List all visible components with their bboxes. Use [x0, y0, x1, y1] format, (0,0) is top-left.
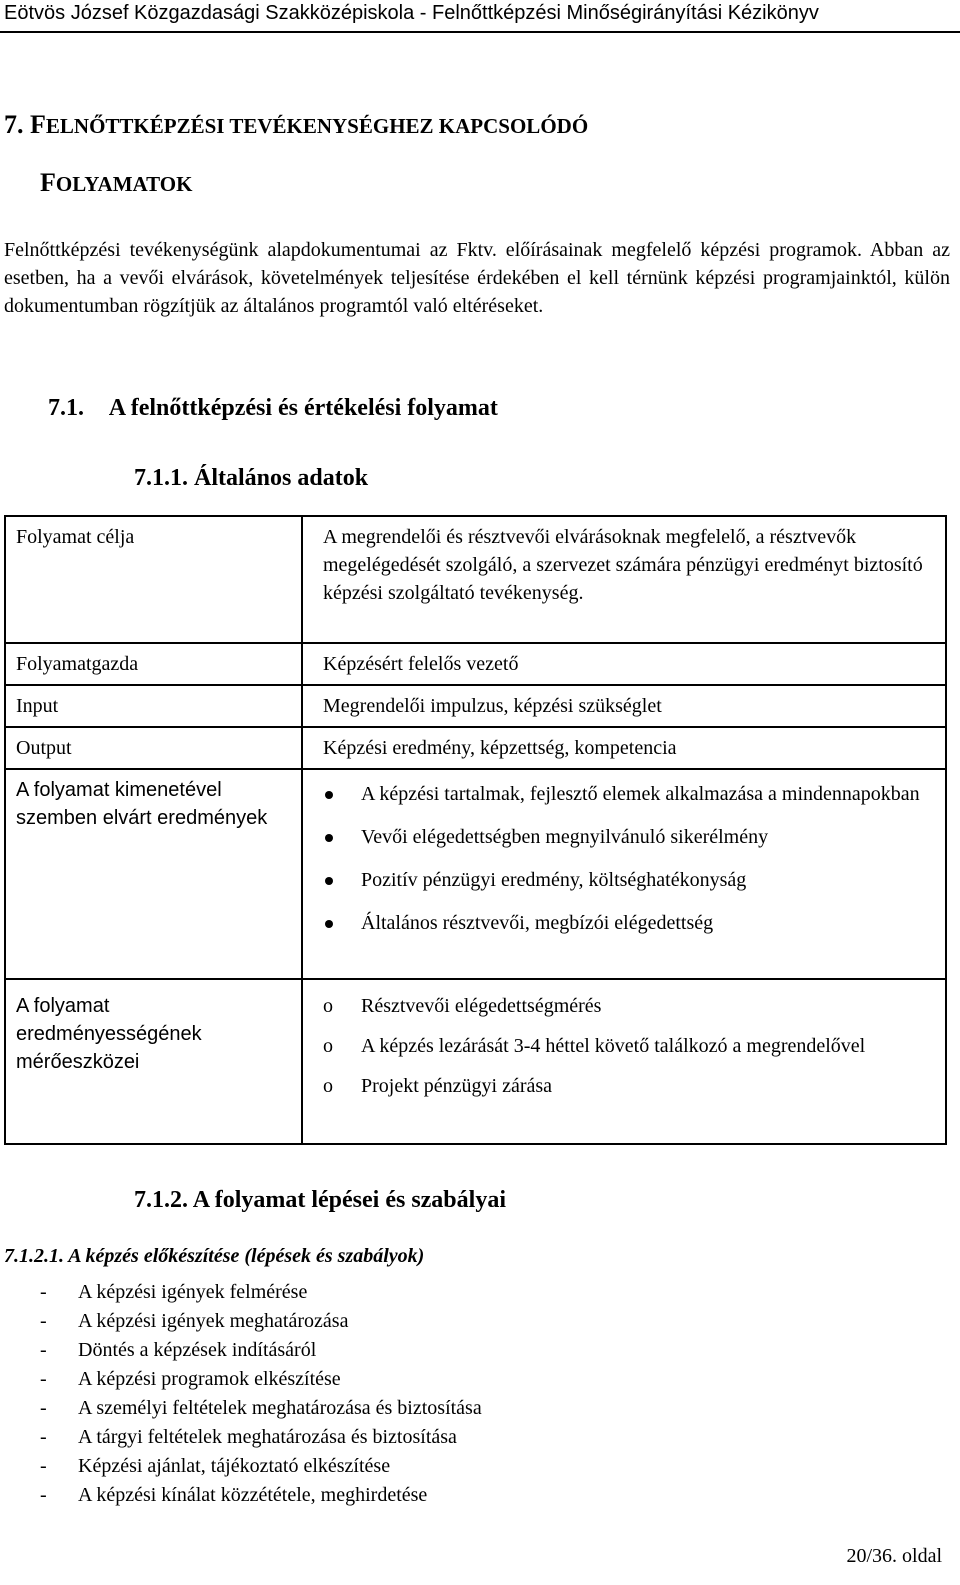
list-item: - A tárgyi feltételek meghatározása és biztosítása	[4, 1423, 482, 1452]
subsection-heading-1	[134, 465, 368, 492]
subsection-title-1: Általános adatok	[194, 465, 369, 491]
chapter-title-initial-1: F	[30, 110, 46, 139]
chapter-title-rest-1: ELNŐTTKÉPZÉSI TEVÉKENYSÉGHEZ KAPCSOLÓDÓ	[45, 114, 589, 138]
list-item: A képzési tartalmak, fejlesztő elemek alkalmazása a mindennapokban	[323, 780, 935, 808]
table-row	[5, 516, 946, 643]
chapter-title-initial-2: F	[40, 168, 56, 197]
table-row	[5, 685, 946, 727]
list-item: Pozitív pénzügyi eredmény, költséghatékonyság	[323, 866, 935, 894]
table-row	[5, 643, 946, 685]
list-item: - A képzési programok elkészítése	[4, 1365, 482, 1394]
subsection-title-2: A folyamat lépései és szabályai	[192, 1187, 506, 1213]
row-label-goal: Folyamat célja	[5, 516, 302, 643]
measure-list	[323, 992, 935, 1100]
subsection-number-1: 7.1.1.	[134, 465, 188, 491]
chapter-heading-line1	[4, 110, 588, 140]
list-item: o A képzés lezárását 3-4 héttel követő találkozó a megrendelővel	[323, 1032, 935, 1060]
row-value-output: Képzési eredmény, képzettség, kompetencia	[302, 727, 946, 769]
page-number: 20/36. oldal	[846, 1545, 942, 1567]
header-divider	[0, 31, 960, 33]
list-item: - A képzési igények felmérése	[4, 1278, 482, 1307]
list-item: Általános résztvevői, megbízói elégedettség	[323, 909, 935, 937]
row-label-input: Input	[5, 685, 302, 727]
list-item: - Képzési ajánlat, tájékoztató elkészítése	[4, 1452, 482, 1481]
list-item: o Résztvevői elégedettségmérés	[323, 992, 935, 1020]
table-row	[5, 727, 946, 769]
row-value-goal: A megrendelői és résztvevői elvárásoknak megfelelő, a résztvevők megelégedését szolgáló, a szervezet számára pénzügyi eredményt biztosító képzési szolgáltató tevékenység.	[302, 516, 946, 643]
row-label-measure: A folyamat eredményességének mérőeszközei	[5, 979, 302, 1144]
row-label-owner: Folyamatgazda	[5, 643, 302, 685]
row-value-input: Megrendelői impulzus, képzési szükséglet	[302, 685, 946, 727]
intro-paragraph: Felnőttképzési tevékenységünk alapdokumentumai az Fktv. előírásainak megfelelő képzési programok. Abban az esetben, ha a vevői elvárások, követelmények teljesítése érdekében el kell térnünk képzési programjainktól, külön dokumentumban rögzítjük az általános programtól való eltéréseket.	[4, 239, 950, 317]
row-label-output: Output	[5, 727, 302, 769]
subsection-number-2: 7.1.2.	[134, 1187, 188, 1213]
row-label-results: A folyamat kimenetével szemben elvárt eredmények	[5, 769, 302, 979]
list-item: - Döntés a képzések indításáról	[4, 1336, 482, 1365]
row-value-owner: Képzésért felelős vezető	[302, 643, 946, 685]
subsubsection-number: 7.1.2.1.	[4, 1245, 64, 1267]
header-title: Eötvös József Közgazdasági Szakközépiskola - Felnőttképzési Minőségirányítási Kézikönyv	[4, 2, 819, 24]
chapter-heading-line2	[40, 168, 192, 198]
row-value-measure	[302, 979, 946, 1144]
document-header	[0, 0, 960, 30]
list-item: - A képzési igények meghatározása	[4, 1307, 482, 1336]
list-item: - A személyi feltételek meghatározása és biztosítása	[4, 1394, 482, 1423]
chapter-number: 7.	[4, 110, 24, 139]
subsection-heading-2	[134, 1187, 506, 1214]
list-item: o Projekt pénzügyi zárása	[323, 1072, 935, 1100]
section-heading	[48, 395, 498, 422]
table-row	[5, 769, 946, 979]
steps-list	[4, 1278, 482, 1510]
list-item: - A képzési kínálat közzététele, meghirdetése	[4, 1481, 482, 1510]
section-number: 7.1.	[48, 395, 84, 421]
section-title: A felnőttképzési és értékelési folyamat	[108, 395, 498, 421]
table-row	[5, 979, 946, 1144]
row-value-results	[302, 769, 946, 979]
results-list	[323, 780, 935, 937]
process-table	[4, 515, 947, 1145]
chapter-title-rest-2: OLYAMATOK	[55, 172, 193, 196]
subsubsection-heading	[4, 1245, 424, 1268]
list-item: Vevői elégedettségben megnyilvánuló sikerélmény	[323, 823, 935, 851]
subsubsection-title: A képzés előkészítése (lépések és szabályok)	[68, 1245, 425, 1267]
